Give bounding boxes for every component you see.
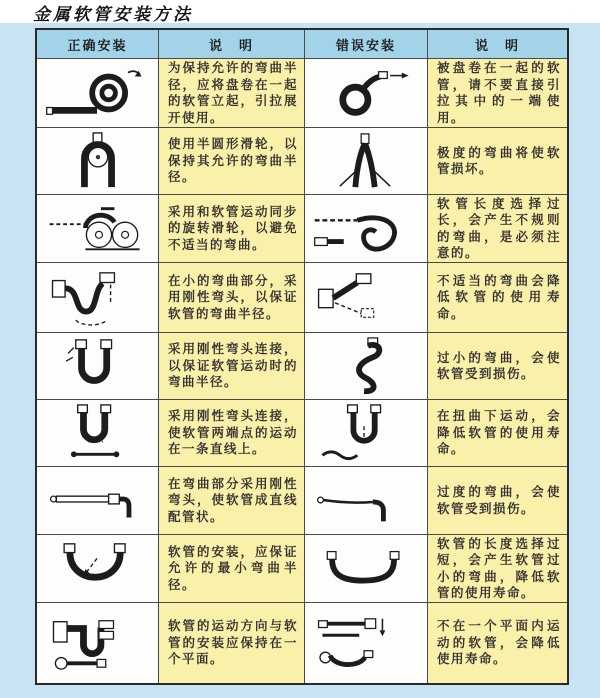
wrong-image-cell: [305, 59, 427, 127]
correct-image-cell: [37, 128, 158, 194]
min-bend-radius-u-diagram: [44, 539, 152, 599]
wrong-desc-cell: [428, 333, 567, 399]
correct-desc-text: 软管的运动方向与软管的安装应保持在一个平面。: [168, 618, 298, 667]
correct-desc-cell: [159, 603, 304, 683]
header-wrong-note: 说 明: [428, 30, 567, 58]
rigid-elbow-small-bend-diagram: [44, 268, 152, 328]
correct-image-cell: [37, 467, 158, 534]
wrong-image-cell: [305, 535, 427, 602]
wrong-image-cell: [305, 263, 427, 332]
wrong-desc-cell: [428, 400, 567, 466]
rigid-elbow-u-bend-diagram: [44, 336, 152, 396]
semicircular-pulley-diagram: [44, 131, 152, 191]
wrong-desc-cell: [428, 59, 567, 127]
correct-image-cell: [37, 333, 158, 399]
correct-desc-text: 在小的弯曲部分，采用刚性弯头，以保证软管的弯曲半径。: [168, 272, 298, 321]
wrong-image-cell: [305, 400, 427, 466]
correct-desc-cell: [159, 195, 304, 262]
correct-desc-cell: [159, 467, 304, 534]
correct-desc-cell: [159, 400, 304, 466]
rigid-elbow-inline-motion-diagram: [44, 403, 152, 463]
wrong-desc-text: 软管长度选择过长，会产生不规则的弯曲，是必须注意的。: [437, 195, 561, 260]
header-correct-note: 说 明: [159, 30, 304, 58]
wrong-desc-cell: [428, 535, 567, 602]
correct-desc-cell: [159, 128, 304, 194]
header-correct-install: 正确安装: [37, 30, 158, 58]
correct-desc-text: 软管的安装，应保证允许的最小弯曲半径。: [168, 543, 298, 592]
page-title: 金属软管安装方法: [33, 5, 193, 25]
too-short-hose-diagram: [312, 539, 420, 599]
wrong-desc-text: 不在一个平面内运动的软管，会降低使用寿命。: [437, 618, 561, 667]
wrong-image-cell: [305, 467, 427, 534]
wrong-desc-text: 不适当的弯曲会降低软管的使用寿命。: [437, 272, 561, 321]
correct-desc-cell: [159, 59, 304, 127]
wrong-desc-cell: [428, 467, 567, 534]
straight-pipe-elbow-diagram: [44, 471, 152, 531]
correct-image-cell: [37, 400, 158, 466]
correct-image-cell: [37, 535, 158, 602]
wrong-desc-text: 在扭曲下运动，会降低软管的使用寿命。: [437, 408, 561, 457]
wrong-desc-text: 软管的长度选择过短，会产生软管过小的弯曲，降低软管的使用寿命。: [437, 535, 561, 600]
header-wrong-install: 错误安装: [305, 30, 427, 58]
wrong-image-cell: [305, 603, 427, 683]
overbent-elbow-diagram: [312, 471, 420, 531]
correct-desc-text: 使用半圆形滑轮，以保持其允许的弯曲半径。: [168, 136, 298, 185]
correct-desc-text: 在弯曲部分采用刚性弯头，使软管成直线配管状。: [168, 475, 298, 524]
wrong-desc-text: 过度的弯曲，会使软管受到损伤。: [437, 484, 561, 516]
planar-motion-trap-diagram: [44, 613, 152, 673]
correct-desc-text: 采用刚性弯头连接，以保证软管运动时的弯曲半径。: [168, 341, 298, 390]
extreme-bend-diagram: [312, 131, 420, 191]
correct-desc-text: 采用刚性弯头连接，使软管两端点的运动在一条直线上。: [168, 408, 298, 457]
correct-image-cell: [37, 59, 158, 127]
correct-desc-text: 为保持允许的弯曲半径，应将盘卷在一起的软管立起，引拉展开使用。: [168, 60, 298, 125]
improper-bend-diagram: [312, 268, 420, 328]
wrong-desc-text: 过小的弯曲，会使软管受到损伤。: [437, 349, 561, 381]
wrong-desc-text: 极度的弯曲将使软管损坏。: [437, 144, 561, 176]
irregular-loop-diagram: [312, 199, 420, 259]
correct-image-cell: [37, 263, 158, 332]
correct-desc-cell: [159, 263, 304, 332]
rotating-pulleys-diagram: [44, 199, 152, 259]
correct-desc-cell: [159, 535, 304, 602]
hose-coil-pulled-diagram: [312, 63, 420, 123]
wrong-image-cell: [305, 333, 427, 399]
wrong-image-cell: [305, 128, 427, 194]
out-of-plane-motion-diagram: [312, 613, 420, 673]
correct-desc-cell: [159, 333, 304, 399]
twisted-u-diagram: [312, 403, 420, 463]
wrong-desc-cell: [428, 195, 567, 262]
too-small-bend-hook-diagram: [312, 336, 420, 396]
wrong-desc-cell: [428, 263, 567, 332]
installation-table: [35, 28, 569, 685]
correct-desc-text: 采用和软管运动同步的旋转滑轮，以避免不适当的弯曲。: [168, 203, 298, 252]
correct-image-cell: [37, 603, 158, 683]
correct-image-cell: [37, 195, 158, 262]
wrong-desc-cell: [428, 128, 567, 194]
hose-coil-standing-diagram: [44, 63, 152, 123]
wrong-image-cell: [305, 195, 427, 262]
wrong-desc-text: 被盘卷在一起的软管，请不要直接引拉其中的一端使用。: [437, 60, 561, 125]
wrong-desc-cell: [428, 603, 567, 683]
